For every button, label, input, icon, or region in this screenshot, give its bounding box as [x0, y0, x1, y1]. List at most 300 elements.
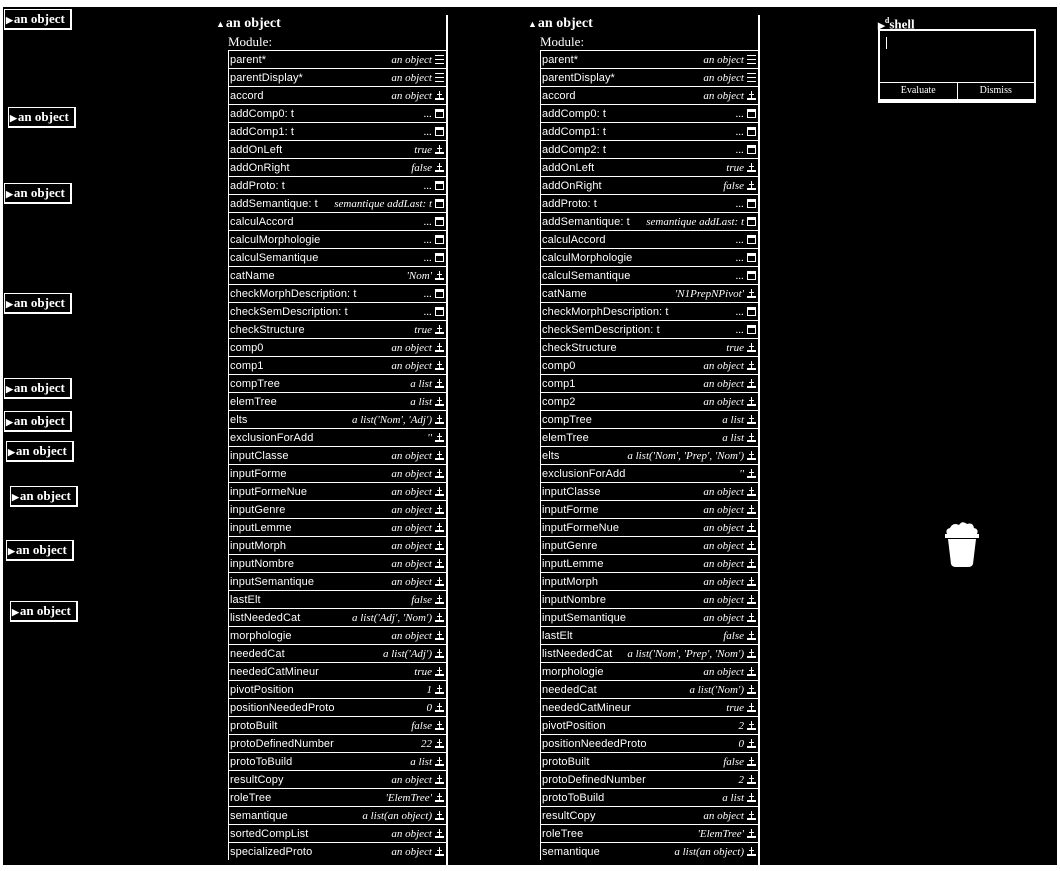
method-slot-icon[interactable] [435, 307, 444, 316]
slot-row[interactable] [540, 770, 758, 788]
assign-slot-icon[interactable] [435, 829, 444, 838]
evaluate-button[interactable]: Evaluate [880, 83, 958, 101]
assign-slot-icon-glyph [435, 451, 444, 460]
slot-row[interactable] [540, 626, 758, 644]
slot-row[interactable] [228, 212, 446, 230]
slot-value: ... [423, 125, 432, 138]
method-slot-icon-glyph [435, 307, 444, 316]
method-slot-icon[interactable] [435, 127, 444, 136]
slot-row[interactable] [228, 788, 446, 806]
assign-slot-icon[interactable] [747, 487, 756, 496]
slot-row[interactable] [228, 464, 446, 482]
slot-name: inputNombre [230, 557, 295, 570]
assign-slot-icon-glyph [747, 451, 756, 460]
slot-row[interactable] [540, 572, 758, 590]
assign-slot-icon[interactable] [435, 631, 444, 640]
slot-row[interactable] [540, 140, 758, 158]
slot-row[interactable] [228, 518, 446, 536]
assign-slot-icon[interactable] [747, 343, 756, 352]
assign-slot-icon-glyph [747, 181, 756, 190]
assign-slot-icon[interactable] [435, 505, 444, 514]
slot-value: a list('Nom', 'Adj') [352, 413, 432, 426]
assign-slot-icon[interactable] [747, 451, 756, 460]
assign-slot-icon[interactable] [747, 577, 756, 586]
slot-row[interactable] [540, 554, 758, 572]
slot-row[interactable] [540, 50, 758, 68]
assign-slot-icon-glyph [747, 811, 756, 820]
slot-row[interactable] [228, 86, 446, 104]
parent-slot-icon-glyph [747, 73, 756, 82]
slot-row[interactable] [228, 554, 446, 572]
assign-slot-icon[interactable] [747, 757, 756, 766]
slot-row[interactable] [228, 356, 446, 374]
slot-row[interactable] [228, 608, 446, 626]
slot-row[interactable] [228, 320, 446, 338]
assign-slot-icon[interactable] [747, 811, 756, 820]
slot-name: compTree [230, 377, 280, 390]
assign-slot-icon[interactable] [747, 541, 756, 550]
slot-row[interactable] [540, 104, 758, 122]
slot-value: an object [703, 593, 744, 606]
assign-slot-icon[interactable] [435, 595, 444, 604]
assign-slot-icon-glyph [747, 739, 756, 748]
assign-slot-icon[interactable] [435, 91, 444, 100]
slot-value: 'ElemTree' [385, 791, 432, 804]
assign-slot-icon[interactable] [435, 559, 444, 568]
assign-slot-icon[interactable] [435, 343, 444, 352]
slot-row[interactable] [540, 194, 758, 212]
slot-row[interactable] [540, 320, 758, 338]
assign-slot-icon[interactable] [747, 721, 756, 730]
slot-row[interactable] [540, 374, 758, 392]
assign-slot-icon[interactable] [435, 739, 444, 748]
slot-row[interactable] [228, 536, 446, 554]
outliner-header[interactable]: ▲an object [528, 16, 593, 31]
slot-row[interactable] [228, 716, 446, 734]
assign-slot-icon[interactable] [435, 469, 444, 478]
assign-slot-icon[interactable] [435, 793, 444, 802]
slot-value: an object [703, 485, 744, 498]
slot-value: a list('Nom', 'Prep', 'Nom') [627, 449, 744, 462]
assign-slot-icon[interactable] [435, 685, 444, 694]
slot-row[interactable] [540, 662, 758, 680]
slot-name: semantique [230, 809, 288, 822]
shell-input[interactable] [882, 33, 1032, 78]
object-outliner-stub[interactable]: ▶an object [4, 293, 72, 314]
slot-row[interactable] [540, 752, 758, 770]
assign-slot-icon[interactable] [435, 721, 444, 730]
assign-slot-icon[interactable] [747, 847, 756, 856]
method-slot-icon[interactable] [747, 271, 756, 280]
slot-row[interactable] [540, 230, 758, 248]
slot-value: ... [735, 125, 744, 138]
method-slot-icon[interactable] [747, 145, 756, 154]
assign-slot-icon-glyph [747, 91, 756, 100]
assign-slot-icon[interactable] [747, 433, 756, 442]
slot-row[interactable] [228, 572, 446, 590]
method-slot-icon[interactable] [747, 199, 756, 208]
slot-row[interactable] [540, 428, 758, 446]
assign-slot-icon-glyph [435, 685, 444, 694]
method-slot-icon[interactable] [747, 307, 756, 316]
slot-row[interactable] [228, 482, 446, 500]
slot-row[interactable] [540, 536, 758, 554]
slot-name: checkMorphDescription: t [230, 287, 357, 300]
desktop[interactable] [3, 7, 1057, 865]
assign-slot-icon[interactable] [747, 775, 756, 784]
assign-slot-icon[interactable] [435, 433, 444, 442]
slot-row[interactable] [540, 608, 758, 626]
slot-row[interactable] [540, 410, 758, 428]
assign-slot-icon[interactable] [435, 379, 444, 388]
slot-value: ... [735, 269, 744, 282]
slot-row[interactable] [228, 446, 446, 464]
method-slot-icon[interactable] [747, 325, 756, 334]
object-outliner-stub[interactable]: ▶an object [6, 540, 74, 561]
assign-slot-icon-glyph [435, 505, 444, 514]
triangle-up-icon[interactable]: ▲ [216, 19, 225, 29]
assign-slot-icon[interactable] [747, 667, 756, 676]
slot-name: neededCatMineur [542, 701, 631, 714]
assign-slot-icon-glyph [435, 523, 444, 532]
slot-name: protoDefinedNumber [542, 773, 646, 786]
assign-slot-icon[interactable] [435, 163, 444, 172]
slot-row[interactable] [540, 644, 758, 662]
slot-value: true [726, 701, 744, 714]
assign-slot-icon[interactable] [747, 631, 756, 640]
slot-row[interactable] [228, 734, 446, 752]
parent-slot-icon[interactable] [747, 55, 756, 64]
method-slot-icon-glyph [435, 235, 444, 244]
assign-slot-icon[interactable] [747, 793, 756, 802]
method-slot-icon[interactable] [747, 109, 756, 118]
slot-name: addProto: t [542, 197, 597, 210]
assign-slot-icon[interactable] [435, 541, 444, 550]
slot-row[interactable] [540, 158, 758, 176]
slot-row[interactable] [228, 680, 446, 698]
assign-slot-icon-glyph [435, 595, 444, 604]
slot-row[interactable] [540, 176, 758, 194]
slot-row[interactable] [228, 176, 446, 194]
assign-slot-icon[interactable] [747, 379, 756, 388]
slot-name: inputMorph [542, 575, 599, 588]
slot-row[interactable] [540, 590, 758, 608]
slot-name: comp1 [542, 377, 576, 390]
slot-value: a list [410, 377, 432, 390]
assign-slot-icon[interactable] [435, 613, 444, 622]
parent-slot-icon[interactable] [435, 55, 444, 64]
object-outliner-stub[interactable]: ▶an object [8, 107, 76, 128]
slot-list [540, 50, 758, 860]
assign-slot-icon[interactable] [747, 523, 756, 532]
assign-slot-icon[interactable] [747, 559, 756, 568]
slot-row[interactable] [228, 104, 446, 122]
assign-slot-icon-glyph [435, 631, 444, 640]
slot-value: an object [391, 629, 432, 642]
slot-value: an object [391, 341, 432, 354]
assign-slot-icon[interactable] [435, 775, 444, 784]
slot-row[interactable] [540, 806, 758, 824]
slot-row[interactable] [228, 68, 446, 86]
assign-slot-icon[interactable] [435, 415, 444, 424]
slot-row[interactable] [228, 122, 446, 140]
slot-row[interactable] [540, 680, 758, 698]
parent-slot-icon[interactable] [435, 73, 444, 82]
slot-row[interactable] [540, 698, 758, 716]
method-slot-icon[interactable] [435, 235, 444, 244]
slot-row[interactable] [540, 518, 758, 536]
slot-row[interactable] [540, 68, 758, 86]
slot-row[interactable] [540, 212, 758, 230]
slot-row[interactable] [540, 482, 758, 500]
slot-value: 'Nom' [406, 269, 432, 282]
assign-slot-icon[interactable] [747, 595, 756, 604]
slot-value: an object [391, 557, 432, 570]
method-slot-icon[interactable] [747, 235, 756, 244]
assign-slot-icon[interactable] [747, 469, 756, 478]
slot-row[interactable] [540, 338, 758, 356]
slot-row[interactable] [228, 842, 446, 860]
assign-slot-icon-glyph [435, 739, 444, 748]
assign-slot-icon[interactable] [435, 145, 444, 154]
slot-value: a list [410, 755, 432, 768]
method-slot-icon-glyph [747, 217, 756, 226]
slot-row[interactable] [228, 662, 446, 680]
slot-name: comp0 [230, 341, 264, 354]
slot-name: pivotPosition [230, 683, 294, 696]
assign-slot-icon[interactable] [747, 415, 756, 424]
slot-row[interactable] [540, 356, 758, 374]
assign-slot-icon[interactable] [435, 577, 444, 586]
assign-slot-icon[interactable] [435, 847, 444, 856]
method-slot-icon[interactable] [435, 253, 444, 262]
slot-row[interactable] [540, 284, 758, 302]
assign-slot-icon-glyph [435, 163, 444, 172]
slot-row[interactable] [228, 248, 446, 266]
assign-slot-icon-glyph [435, 559, 444, 568]
slot-name: addComp1: t [542, 125, 607, 138]
slot-row[interactable] [540, 824, 758, 842]
assign-slot-icon-glyph [435, 469, 444, 478]
slot-row[interactable] [540, 464, 758, 482]
slot-row[interactable] [228, 626, 446, 644]
slot-row[interactable] [228, 806, 446, 824]
assign-slot-icon-glyph [435, 667, 444, 676]
assign-slot-icon[interactable] [435, 757, 444, 766]
slot-value: a list('Adj', 'Nom') [352, 611, 432, 624]
assign-slot-icon-glyph [435, 145, 444, 154]
slot-value: ... [735, 251, 744, 264]
object-outliner-stub[interactable]: ▶an object [4, 9, 72, 30]
shell-buttons [880, 82, 1034, 101]
assign-slot-icon[interactable] [435, 361, 444, 370]
slot-name: inputFormeNue [542, 521, 620, 534]
slot-name: inputForme [230, 467, 287, 480]
assign-slot-icon[interactable] [435, 487, 444, 496]
slot-row[interactable] [228, 50, 446, 68]
parent-slot-icon[interactable] [747, 73, 756, 82]
slot-name: resultCopy [542, 809, 596, 822]
object-outliner-stub[interactable]: ▶an object [4, 378, 72, 399]
slot-row[interactable] [228, 428, 446, 446]
slot-row[interactable] [228, 140, 446, 158]
assign-slot-icon[interactable] [747, 703, 756, 712]
slot-row[interactable] [228, 824, 446, 842]
assign-slot-icon[interactable] [435, 649, 444, 658]
assign-slot-icon[interactable] [747, 649, 756, 658]
slot-row[interactable] [540, 500, 758, 518]
dismiss-button[interactable]: Dismiss [958, 83, 1035, 101]
assign-slot-icon[interactable] [435, 667, 444, 676]
slot-row[interactable] [228, 500, 446, 518]
slot-row[interactable] [228, 158, 446, 176]
triangle-right-icon[interactable]: ▶ [878, 20, 885, 31]
slot-value: false [411, 719, 432, 732]
assign-slot-icon[interactable] [435, 397, 444, 406]
slot-value: false [723, 179, 744, 192]
assign-slot-icon-glyph [747, 829, 756, 838]
slot-row[interactable] [228, 230, 446, 248]
slot-name: checkStructure [230, 323, 305, 336]
object-outliner-stub[interactable]: ▶an object [10, 601, 78, 622]
slot-row[interactable] [228, 644, 446, 662]
shell-header[interactable]: ▶$^d$shell [878, 16, 915, 32]
slot-row[interactable] [228, 392, 446, 410]
slot-row[interactable] [540, 266, 758, 284]
assign-slot-icon-glyph [435, 487, 444, 496]
assign-slot-icon-glyph [747, 721, 756, 730]
slot-value: false [411, 593, 432, 606]
slot-value: an object [703, 53, 744, 66]
assign-slot-icon[interactable] [747, 739, 756, 748]
assign-slot-icon[interactable] [747, 829, 756, 838]
slot-name: inputLemme [230, 521, 292, 534]
method-slot-icon-glyph [747, 199, 756, 208]
slot-value: a list('Nom', 'Prep', 'Nom') [627, 647, 744, 660]
assign-slot-icon[interactable] [435, 811, 444, 820]
method-slot-icon[interactable] [747, 217, 756, 226]
slot-value: a list('Adj') [382, 647, 432, 660]
assign-slot-icon[interactable] [747, 685, 756, 694]
outliner-header[interactable]: ▲an object [216, 16, 281, 31]
slot-value: an object [703, 395, 744, 408]
slot-name: addComp0: t [230, 107, 295, 120]
method-slot-icon[interactable] [435, 199, 444, 208]
slot-row[interactable] [540, 86, 758, 104]
slot-row[interactable] [228, 410, 446, 428]
assign-slot-icon[interactable] [435, 703, 444, 712]
slot-row[interactable] [540, 122, 758, 140]
assign-slot-icon[interactable] [435, 451, 444, 460]
assign-slot-icon[interactable] [435, 523, 444, 532]
slot-row[interactable] [540, 392, 758, 410]
slot-row[interactable] [540, 446, 758, 464]
slot-name: parentDisplay* [230, 71, 303, 84]
slot-name: inputFormeNue [230, 485, 308, 498]
slot-row[interactable] [228, 284, 446, 302]
method-slot-icon-glyph [747, 253, 756, 262]
assign-slot-icon-glyph [435, 613, 444, 622]
method-slot-icon[interactable] [435, 181, 444, 190]
assign-slot-icon-glyph [747, 577, 756, 586]
slot-value: an object [703, 377, 744, 390]
assign-slot-icon[interactable] [435, 271, 444, 280]
method-slot-icon[interactable] [435, 289, 444, 298]
assign-slot-icon[interactable] [747, 505, 756, 514]
slot-row[interactable] [540, 716, 758, 734]
method-slot-icon[interactable] [747, 127, 756, 136]
slot-value: '' [739, 467, 744, 480]
assign-slot-icon-glyph [747, 685, 756, 694]
assign-slot-icon-glyph [747, 289, 756, 298]
slot-row[interactable] [228, 770, 446, 788]
slot-name: parentDisplay* [542, 71, 615, 84]
assign-slot-icon[interactable] [747, 289, 756, 298]
slot-row[interactable] [228, 698, 446, 716]
method-slot-icon[interactable] [435, 109, 444, 118]
object-outliner-stub[interactable]: ▶an object [10, 486, 78, 507]
slot-name: protoBuilt [230, 719, 278, 732]
shell-window [878, 12, 1034, 102]
assign-slot-icon[interactable] [747, 181, 756, 190]
assign-slot-icon-glyph [435, 577, 444, 586]
slot-row[interactable] [228, 194, 446, 212]
object-outliner-stub[interactable]: ▶an object [4, 411, 72, 432]
slot-row[interactable] [228, 266, 446, 284]
slot-row[interactable] [228, 374, 446, 392]
object-outliner-stub[interactable]: ▶an object [6, 441, 74, 462]
slot-value: ... [423, 179, 432, 192]
slot-value: ... [423, 107, 432, 120]
slot-name: addOnLeft [230, 143, 283, 156]
slot-name: compTree [542, 413, 592, 426]
slot-name: inputGenre [230, 503, 286, 516]
object-outliner-stub[interactable]: ▶an object [4, 183, 72, 204]
triangle-up-icon[interactable]: ▲ [528, 19, 537, 29]
assign-slot-icon[interactable] [747, 613, 756, 622]
slot-row[interactable] [540, 842, 758, 860]
slot-row[interactable] [228, 590, 446, 608]
slot-row[interactable] [228, 338, 446, 356]
assign-slot-icon-glyph [435, 721, 444, 730]
assign-slot-icon-glyph [747, 361, 756, 370]
slot-list [228, 50, 446, 860]
slot-row[interactable] [228, 302, 446, 320]
trash-can-icon[interactable] [943, 520, 981, 568]
method-slot-icon[interactable] [435, 217, 444, 226]
assign-slot-icon-glyph [435, 325, 444, 334]
slot-row[interactable] [540, 248, 758, 266]
assign-slot-icon[interactable] [435, 325, 444, 334]
slot-row[interactable] [228, 752, 446, 770]
assign-slot-icon-glyph [747, 541, 756, 550]
slot-row[interactable] [540, 734, 758, 752]
slot-value: an object [703, 665, 744, 678]
slot-row[interactable] [540, 302, 758, 320]
slot-value: an object [391, 71, 432, 84]
assign-slot-icon-glyph [435, 829, 444, 838]
assign-slot-icon[interactable] [747, 163, 756, 172]
assign-slot-icon[interactable] [747, 361, 756, 370]
slot-value: ... [423, 233, 432, 246]
slot-name: parent* [542, 53, 579, 66]
assign-slot-icon[interactable] [747, 397, 756, 406]
slot-row[interactable] [540, 788, 758, 806]
assign-slot-icon-glyph [435, 343, 444, 352]
assign-slot-icon[interactable] [747, 91, 756, 100]
method-slot-icon[interactable] [747, 253, 756, 262]
triangle-right-icon: ▶ [12, 492, 19, 502]
